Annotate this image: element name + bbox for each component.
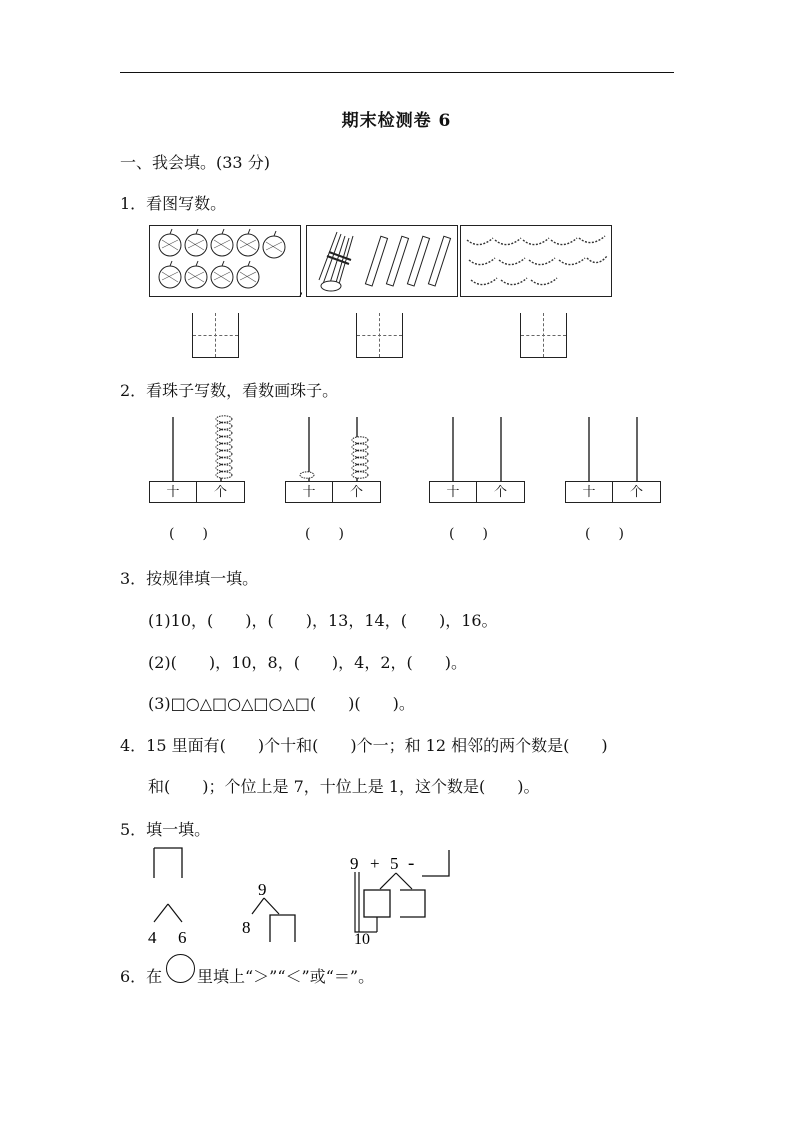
- pattern-line-1[interactable]: (1)10，( )，( )，13，14，( )，16。: [148, 611, 498, 630]
- question-6-prefix: 6．在: [120, 967, 163, 986]
- abacus-tens-label: 十: [565, 481, 613, 503]
- ten-bracket: [355, 872, 364, 932]
- bead: [216, 430, 232, 436]
- apple-icon-group: [150, 226, 300, 296]
- answer-box-2[interactable]: [356, 313, 403, 358]
- bead: [352, 472, 368, 478]
- equation-ten-label: 10: [354, 931, 370, 948]
- sticks-picture: [306, 225, 458, 297]
- apple-icon: [211, 261, 233, 288]
- bead: [352, 444, 368, 450]
- header-rule: [120, 72, 674, 73]
- bead: [216, 423, 232, 429]
- apple-icon: [237, 229, 259, 256]
- bead: [352, 465, 368, 471]
- comparison-circle-icon: [166, 954, 195, 983]
- bananas-picture: [460, 225, 612, 297]
- equation-plus-sign: +: [370, 854, 380, 873]
- bead: [300, 472, 314, 478]
- bead: [352, 451, 368, 457]
- equation-second-number: 5: [390, 854, 399, 873]
- banana-icon: [587, 256, 607, 263]
- bead: [216, 444, 232, 450]
- banana-icon-group: [461, 226, 611, 296]
- apple-icon: [263, 231, 285, 258]
- bead: [216, 416, 232, 422]
- pattern-line-2[interactable]: (2)( )，10，8，( )，4，2，( )。: [148, 653, 468, 672]
- sticks-icon: [307, 226, 457, 296]
- question-3-label: 3．按规律填一填。: [120, 569, 259, 588]
- decompose-box-right[interactable]: [400, 890, 425, 917]
- bead: [216, 465, 232, 471]
- tree2-top-number: 9: [258, 880, 267, 899]
- tree2-answer-box[interactable]: [270, 915, 295, 942]
- bead: [216, 451, 232, 457]
- banana-icon: [529, 258, 555, 265]
- banana-icon: [551, 238, 577, 245]
- banana-icon: [531, 278, 557, 285]
- abacus-1: [149, 415, 245, 545]
- abacus-2: [285, 415, 381, 545]
- comma: ,: [299, 282, 304, 298]
- abacus-tens-label: 十: [149, 481, 197, 503]
- abacus-tens-label: 十: [429, 481, 477, 503]
- bead: [216, 437, 232, 443]
- bead: [216, 458, 232, 464]
- abacus-tens-label: 十: [285, 481, 333, 503]
- apple-icon: [211, 229, 233, 256]
- apple-icon: [185, 229, 207, 256]
- equation-first-number: 9: [350, 854, 359, 873]
- abacus-answer-blank[interactable]: ( ): [449, 526, 488, 542]
- abacus-ones-label: 个: [612, 481, 661, 503]
- banana-icon: [523, 238, 549, 245]
- banana-icon: [469, 258, 495, 265]
- decompose-branches: [380, 873, 412, 889]
- section-heading: 一、我会填。(33 分): [120, 153, 270, 172]
- abacus-rods: [429, 415, 525, 483]
- abacus-answer-blank[interactable]: ( ): [585, 526, 624, 542]
- question-6-suffix: 里填上“＞”“＜”或“＝”。: [197, 967, 375, 986]
- question-5-label: 5．填一填。: [120, 820, 211, 839]
- abacus-ones-label: 个: [332, 481, 381, 503]
- number-bond-diagrams: [140, 845, 480, 950]
- banana-icon: [501, 278, 527, 285]
- abacus-rods: [285, 415, 381, 483]
- apple-icon: [159, 261, 181, 288]
- question-2-label: 2．看珠子写数，看数画珠子。: [120, 381, 339, 400]
- question-4-line-1[interactable]: 4．15 里面有( )个十和( )个一；和 12 相邻的两个数是( ): [120, 736, 608, 755]
- abacus-ones-label: 个: [476, 481, 525, 503]
- tree1-top-box[interactable]: [154, 848, 182, 878]
- abacus-ones-label: 个: [196, 481, 245, 503]
- equation-minus-sign: -: [408, 853, 415, 874]
- pattern-line-3[interactable]: (3)□○△□○△□○△□( )( )。: [148, 694, 415, 713]
- apple-icon: [159, 229, 181, 256]
- decompose-box-left[interactable]: [364, 890, 390, 917]
- banana-icon: [471, 278, 497, 285]
- tree2-left-number: 8: [242, 918, 251, 937]
- tree1-left-number: 4: [148, 928, 157, 947]
- abacus-3: [429, 415, 525, 545]
- banana-icon: [499, 258, 525, 265]
- apple-icon: [185, 261, 207, 288]
- banana-icon: [467, 238, 493, 245]
- tree1-right-number: 6: [178, 928, 187, 947]
- tree2-branches: [252, 898, 279, 914]
- apples-picture: [149, 225, 304, 298]
- abacus-4: [565, 415, 661, 545]
- bead: [352, 437, 368, 443]
- abacus-answer-blank[interactable]: ( ): [169, 526, 208, 542]
- bead: [352, 458, 368, 464]
- banana-icon: [579, 236, 605, 243]
- equation-answer-box[interactable]: [422, 850, 449, 876]
- banana-icon: [559, 258, 585, 265]
- page-title: 期末检测卷 6: [341, 111, 452, 131]
- banana-icon: [495, 238, 521, 245]
- abacus-answer-blank[interactable]: ( ): [305, 526, 344, 542]
- answer-box-3[interactable]: [520, 313, 567, 358]
- tree1-branches: [154, 904, 182, 922]
- apple-icon: [237, 261, 259, 288]
- answer-box-1[interactable]: [192, 313, 239, 358]
- bead: [216, 472, 232, 478]
- abacus-rods: [565, 415, 661, 483]
- abacus-rods: [149, 415, 245, 483]
- question-4-line-2[interactable]: 和( )；个位上是 7，十位上是 1，这个数是( )。: [148, 777, 540, 796]
- question-1-label: 1．看图写数。: [120, 194, 227, 213]
